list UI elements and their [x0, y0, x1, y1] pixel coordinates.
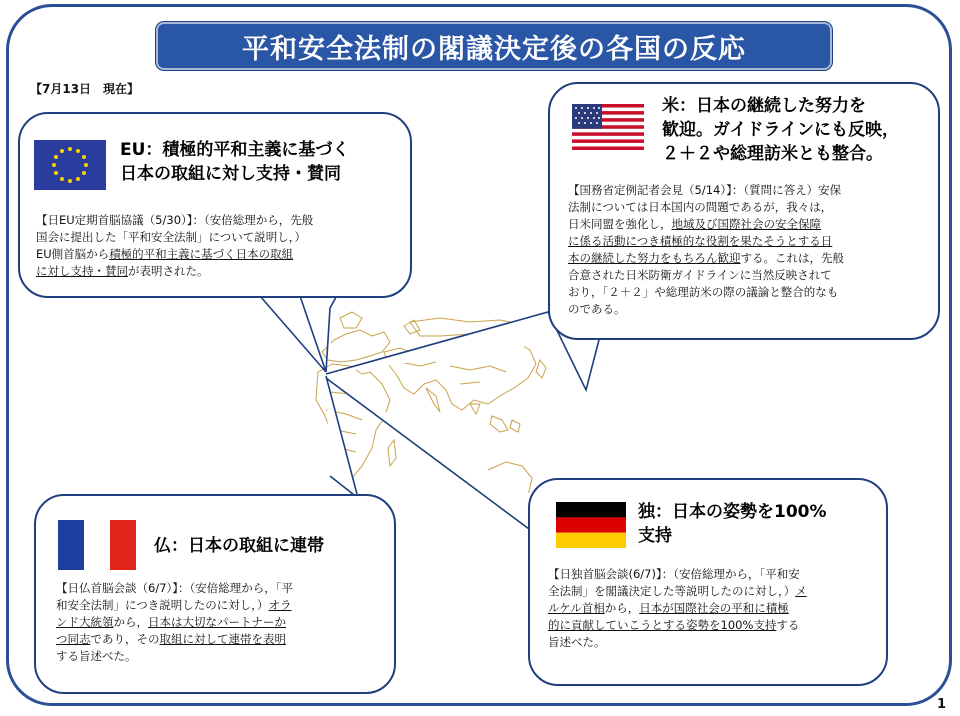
us-flag-icon	[572, 104, 644, 150]
germany-headline: 独：日本の姿勢を100% 支持	[638, 502, 827, 546]
page-number: 1	[936, 697, 946, 712]
us-callout	[548, 82, 940, 340]
france-callout	[34, 494, 396, 694]
eu-headline: EU：積極的平和主義に基づく 日本の取組に対し支持・賛同	[120, 140, 350, 184]
germany-callout	[528, 478, 888, 686]
germany-statement: 【日独首脳会談(6/7)】：（安倍総理から，「平和安 全法制」を閣議決定した等説明したのに対し，）メ ルケル首相から，日本が国際社会の平和に積極 的に貢献していこうとする姿勢を100%支持する 旨述べた。	[548, 567, 807, 649]
france-flag-icon	[58, 520, 136, 570]
page-title: 平和安全法制の閣議決定後の各国の反応	[156, 22, 832, 70]
eu-statement: 【日EU定期首脳協議（5/30）】：（安倍総理から，先般 国会に提出した「平和安全法制」について説明し，） EU側首脳から積極的平和主義に基づく日本の取組 に対し支持・賛同が表明された。	[36, 213, 314, 278]
germany-flag-icon	[556, 502, 626, 548]
eu-flag-icon	[34, 140, 106, 190]
eu-callout	[18, 112, 412, 298]
france-headline: 仏：日本の取組に連帯	[154, 536, 324, 556]
us-headline: 米：日本の継続した努力を 歓迎。ガイドラインにも反映， ２＋２や総理訪米とも整合。	[662, 96, 899, 164]
us-statement: 【国務省定例記者会見（5/14）】：（質問に答え）安保 法制については日本国内の問題であるが，我々は， 日米同盟を強化し，地域及び国際社会の安全保障 に係る活動につき積極的な役割を果たそうとする日 本の継続した努力をもちろん歓迎する。これは，先般 合意された日米防衛ガイドラインに当然反映されて おり，「２＋２」や総理訪米の際の議論と整合的なも のである。	[568, 183, 844, 316]
date-label: 【7月13日 現在】	[30, 82, 140, 96]
france-statement: 【日仏首脳会談（6/7）】：（安倍総理から，「平 和安全法制」につき説明したのに対し，）オラ ンド大統領から，日本は大切なパートナーか つ同志であり，その取組に対して連帯を表明 する旨述べた。	[56, 581, 294, 663]
